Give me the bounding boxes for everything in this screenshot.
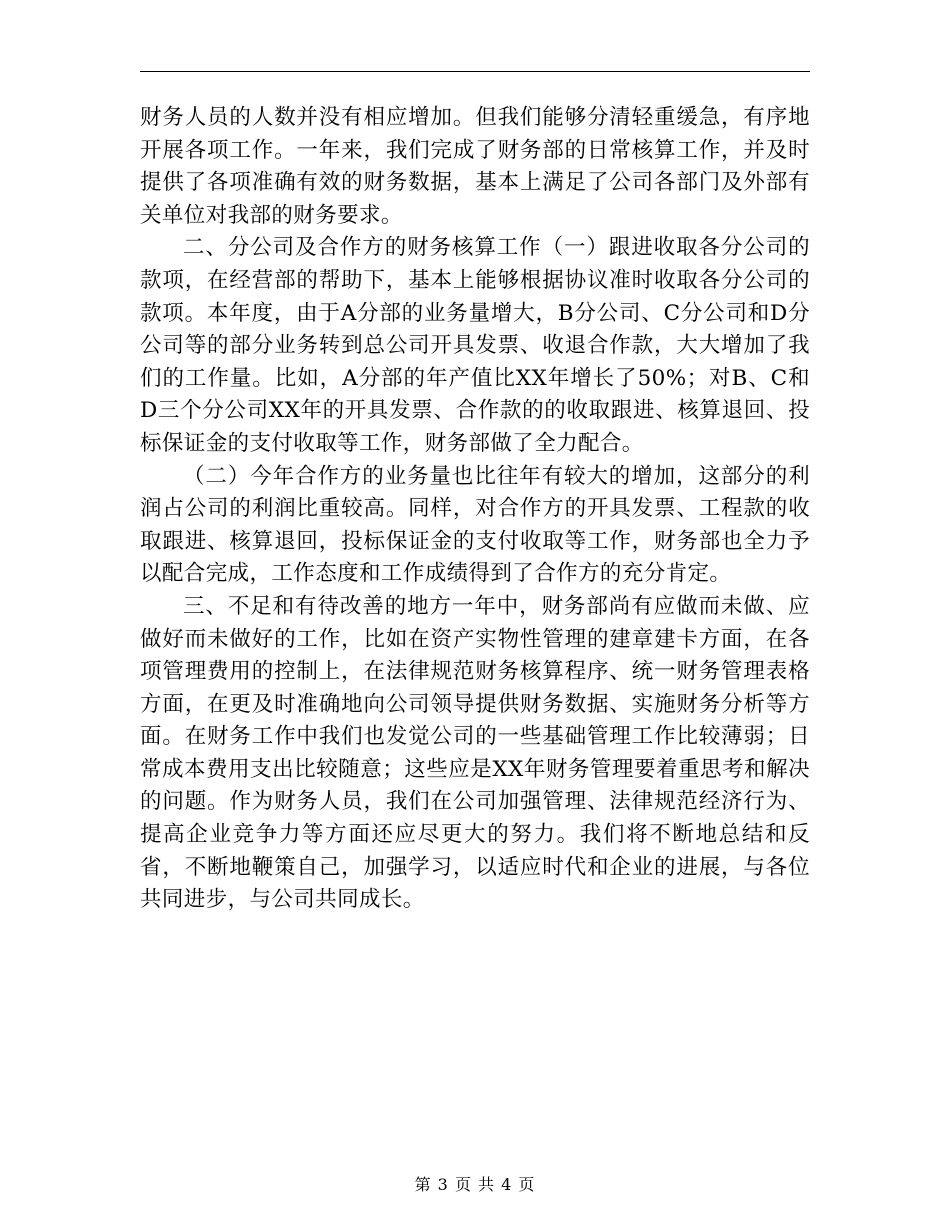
header-rule	[140, 71, 810, 72]
paragraph-3: （二）今年合作方的业务量也比往年有较大的增加，这部分的利润占公司的利润比重较高。同样，对合作方的开具发票、工程款的收取跟进、核算退回，投标保证金的支付收取等工作，财务部也全力予以配合完成，工作态度和工作成绩得到了合作方的充分肯定。	[140, 463, 810, 587]
page-footer	[0, 1173, 950, 1197]
paragraph-4: 三、不足和有待改善的地方一年中，财务部尚有应做而未做、应做好而未做好的工作，比如在资产实物性管理的建章建卡方面，在各项管理费用的控制上，在法律规范财务核算程序、统一财务管理表格方面，在更及时准确地向公司领导提供财务数据、实施财务分析等方面。在财务工作中我们也发觉公司的一些基础管理工作比较薄弱；日常成本费用支出比较随意；这些应是XX年财务管理要着重思考和解决的问题。作为财务人员，我们在公司加强管理、法律规范经济行为、提高企业竞争力等方面还应尽更大的努力。我们将不断地总结和反省，不断地鞭策自己，加强学习，以适应时代和企业的进展，与各位共同进步，与公司共同成长。	[140, 593, 810, 913]
paragraph-1: 财务人员的人数并没有相应增加。但我们能够分清轻重缓急，有序地开展各项工作。一年来，我们完成了财务部的日常核算工作，并及时提供了各项准确有效的财务数据，基本上满足了公司各部门及外部有关单位对我部的财务要求。	[140, 105, 810, 228]
page-number-label: 第 3 页 共 4 页	[414, 1175, 536, 1194]
paragraph-2: 二、分公司及合作方的财务核算工作（一）跟进收取各分公司的款项，在经营部的帮助下，基本上能够根据协议准时收取各分公司的款项。本年度，由于A分部的业务量增大，B分公司、C分公司和D分公司等的部分业务转到总公司开具发票、收退合作款，大大增加了我们的工作量。比如，A分部的年产值比XX年增长了50%；对B、C和D三个分公司XX年的开具发票、合作款的的收取跟进、核算退回、投标保证金的支付收取等工作，财务部做了全力配合。	[140, 235, 810, 456]
document-body	[140, 102, 810, 917]
